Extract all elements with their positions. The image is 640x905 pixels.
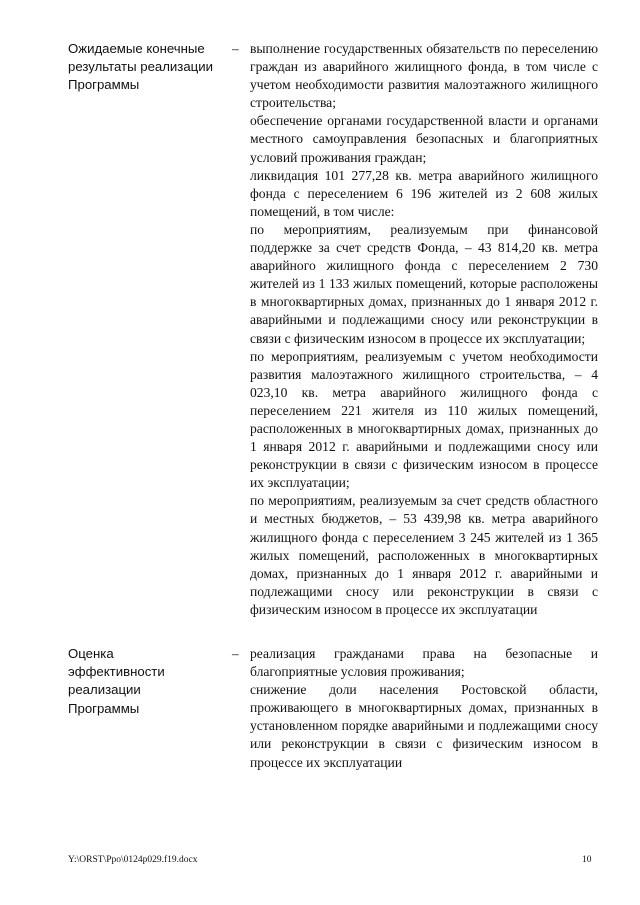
label-line: результаты реализации (68, 59, 213, 75)
paragraph: обеспечение органами государственной власти и органами местного самоуправления безопасных и благоприятных условий проживания граждан; (250, 113, 598, 165)
paragraph: выполнение государственных обязательств по переселению граждан из аварийного жилищного фонда, в том числе с учетом необходимости развития малоэтажного жилищного строительства; (250, 41, 598, 111)
label-line: Оценка (68, 646, 114, 661)
dash-separator: – (232, 41, 239, 56)
paragraph: ликвидация 101 277,28 кв. метра аварийного жилищного фонда с переселением 6 196 жителей из 2 608 жилых помещений, в том числе: (250, 167, 598, 219)
paragraph: реализация гражданами права на безопасные и благоприятные условия проживания; (250, 646, 598, 680)
section-label (68, 645, 228, 718)
paragraph: по мероприятиям, реализуемым за счет средств областного и местных бюджетов, – 53 439,98 кв. метра аварийного жилищного фонда с переселением 3 245 жителей из 1 365 жилых помещений, расположенных в многоквартирных домах, признанных до 1 января 2012 г. аварийными и подлежащими сносу или реконструкции в связи с физическим износом в процессе их эксплуатации (250, 493, 598, 617)
page-number: 10 (582, 855, 592, 865)
section-content (250, 40, 598, 619)
label-line: Ожидаемые конечные (68, 41, 205, 56)
label-line: Программы (68, 700, 140, 716)
label-line: реализации (68, 682, 141, 698)
section-content (250, 645, 598, 772)
label-line: эффективности (68, 664, 165, 680)
paragraph: по мероприятиям, реализуемым при финансовой поддержке за счет средств Фонда, – 43 814,20 кв. метра аварийного жилищного фонда с переселением 2 730 жителей из 1 133 жилых помещений, которые расположены в многоквартирных домах, признанных до 1 января 2012 г. аварийными и подлежащими сносу или реконструкции в связи с физическим износом в процессе их эксплуатации; (250, 221, 598, 346)
paragraph: по мероприятиям, реализуемым с учетом необходимости развития малоэтажного жилищного строительства, – 4 023,10 кв. метра аварийного жилищного фонда с переселением 221 жителя из 110 жилых помещений, расположенных в многоквартирных домах, признанных до 1 января 2012 г. аварийными и подлежащими сносу или реконструкции в связи с физическим износом в процессе их эксплуатации; (250, 348, 598, 491)
paragraph: снижение доли населения Ростовской области, проживающего в многоквартирных домах, признанных в установленном порядке аварийными и подлежащими сносу или реконструкции в связи с физическим износом в процессе их эксплуатации (250, 682, 598, 770)
label-line: Программы (68, 77, 140, 93)
footer-file-path: Y:\ORST\Ppo\0124p029.f19.docx (68, 855, 198, 865)
section-label (68, 40, 228, 95)
dash-separator: – (232, 646, 239, 661)
